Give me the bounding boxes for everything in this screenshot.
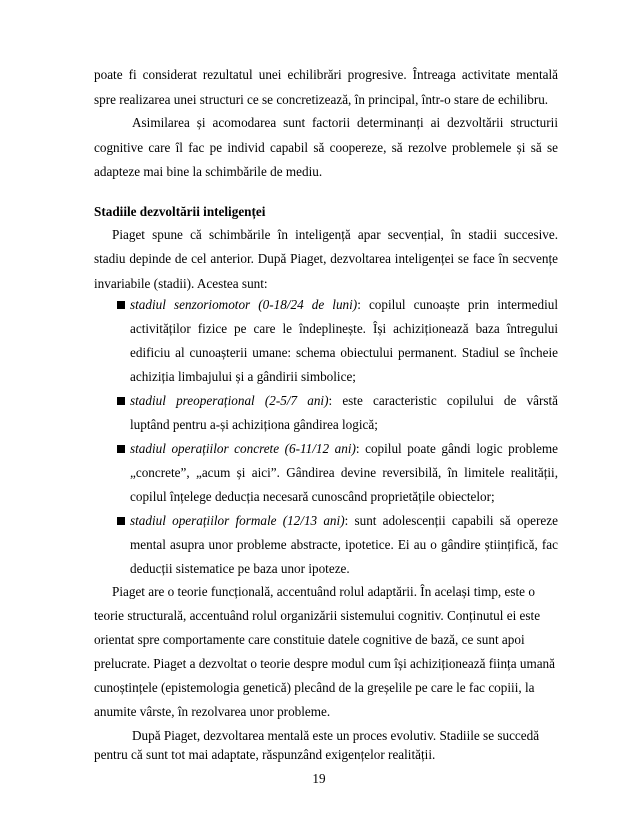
page-number: 19 xyxy=(312,771,326,786)
list-item-line: mental asupra unor probleme abstracte, ipotetice. Ei au o gândire științifică, fac xyxy=(130,537,558,552)
paragraph-line: adapteze mai bine la schimbările de mediu. xyxy=(94,164,323,179)
section-heading: Stadiile dezvoltării inteligenței xyxy=(94,204,266,219)
bullet-marker xyxy=(117,517,125,525)
paragraph-line: stadiu depinde de cel anterior. După Piaget, dezvoltarea inteligenței se face în secvențe xyxy=(94,251,558,266)
list-item-line xyxy=(130,441,558,457)
stage-term: stadiul operațiilor formale (12/13 ani) xyxy=(130,513,345,528)
paragraph-line: orientat spre comportamente care constituie datele cognitive de bază, ce sunt apoi xyxy=(94,632,525,647)
list-item-line: „concrete”, „acum și aici”. Gândirea devine reversibilă, în limitele realității, xyxy=(130,465,558,480)
list-item-line xyxy=(130,297,558,313)
list-item-line: achiziția limbajului și a gândirii simbolice; xyxy=(130,369,356,384)
paragraph-line: Asimilarea și acomodarea sunt factorii determinanți ai dezvoltării structurii xyxy=(132,115,558,130)
stage-desc: : este caracteristic copilului de vârstă xyxy=(328,393,558,408)
paragraph-line: Piaget are o teorie funcțională, accentuând rolul adaptării. În același timp, este o xyxy=(112,584,535,599)
paragraph-line: După Piaget, dezvoltarea mentală este un proces evolutiv. Stadiile se succedă xyxy=(132,728,540,743)
paragraph-line: prelucrate. Piaget a dezvoltat o teorie despre modul cum își achiziționează ființa umană xyxy=(94,656,556,671)
list-item-line: luptând pentru a-și achiziționa gândirea logică; xyxy=(130,417,378,432)
bullet-marker xyxy=(117,445,125,453)
stage-term: stadiul senzoriomotor (0-18/24 de luni) xyxy=(130,297,358,312)
list-item-line xyxy=(130,393,558,409)
bullet-marker xyxy=(117,397,125,405)
list-item-line: edificiu al cunoașterii umane: schema obiectului permanent. Stadiul se încheie xyxy=(130,345,558,360)
paragraph-line: Piaget spune că schimbările în inteligență apar secvențial, în stadii succesive. xyxy=(112,227,558,242)
bullet-marker xyxy=(117,301,125,309)
stage-term: stadiul preoperațional (2-5/7 ani) xyxy=(130,393,329,408)
list-item-line: deducții sistematice pe baza unor ipoteze. xyxy=(130,561,350,576)
paragraph-line: anumite vârste, în rezolvarea unor probleme. xyxy=(94,704,331,719)
stage-desc: : sunt adolescenții capabili să opereze xyxy=(344,513,558,528)
list-item-line: activităților fizice pe care le îndeplinește. Își achiziționează baza întregului xyxy=(130,321,558,336)
stage-desc: : copilul cunoaște prin intermediul xyxy=(357,297,558,312)
paragraph-line: cunoștințele (epistemologia genetică) plecând de la greșelile pe care le fac copiii, la xyxy=(94,680,535,695)
list-item-line xyxy=(130,513,558,529)
paragraph-line: invariabile (stadii). Acestea sunt: xyxy=(94,276,268,291)
paragraph-line: poate fi considerat rezultatul unei echilibrări progresive. Întreaga activitate mentală xyxy=(94,67,558,82)
list-item-line: copilul înțelege deducția necesară cunoscând proprietățile obiectelor; xyxy=(130,489,495,504)
paragraph-line: pentru că sunt tot mai adaptate, răspunzând exigențelor realității. xyxy=(94,747,436,762)
paragraph-line: spre realizarea unei structuri ce se concretizează, în principal, într-o stare de echilibru. xyxy=(94,92,549,107)
stage-desc: : copilul poate gândi logic probleme xyxy=(355,441,558,456)
paragraph-line: teorie structurală, accentuând rolul organizării sistemului cognitiv. Conținutul ei este xyxy=(94,608,541,623)
paragraph-line: cognitive care îl fac pe individ capabil să coopereze, să rezolve problemele și să se xyxy=(94,140,558,155)
stage-term: stadiul operațiilor concrete (6-11/12 ani) xyxy=(130,441,356,456)
